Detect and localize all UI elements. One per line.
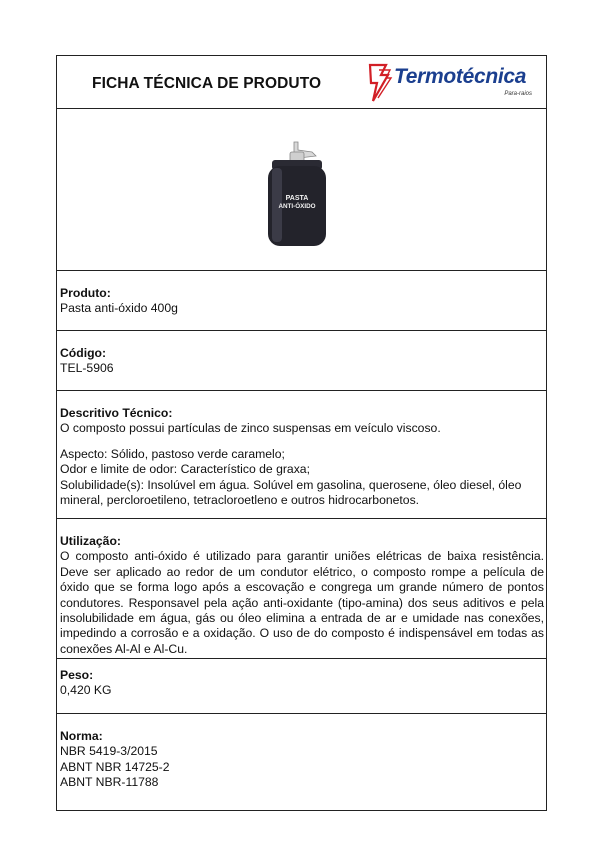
logo-wordmark: Termotécnica (394, 65, 527, 88)
section-descritivo (60, 406, 544, 508)
product-name: Pasta anti-óxido 400g (60, 301, 178, 316)
divider (56, 108, 547, 109)
section-heading: Norma: (60, 729, 103, 743)
bottle-label-line1: PASTA (285, 195, 309, 202)
divider (56, 390, 547, 391)
section-heading: Peso: (60, 668, 94, 682)
section-codigo (60, 346, 544, 377)
divider (56, 518, 547, 519)
norma-item: ABNT NBR-11788 (60, 775, 159, 790)
page-title: FICHA TÉCNICA DE PRODUTO (92, 75, 322, 92)
divider (56, 713, 547, 714)
bottle-label-line2: ANTI-ÓXIDO (278, 203, 316, 210)
descritivo-intro: O composto possui partículas de zinco suspensas em veículo viscoso. (60, 421, 441, 436)
weight-value: 0,420 KG (60, 683, 112, 698)
descritivo-odor: Odor e limite de odor: Característico de graxa; (60, 462, 310, 477)
descritivo-aspecto: Aspecto: Sólido, pastoso verde caramelo; (60, 446, 285, 461)
logo-tagline: Para-raios (504, 91, 532, 97)
section-heading: Código: (60, 346, 107, 360)
company-logo (366, 62, 538, 104)
section-heading: Utilização: (60, 534, 121, 548)
section-peso (60, 668, 544, 699)
utilizacao-text: O composto anti-óxido é utilizado para garantir uniões elétricas de baixa resistência. Deve ser aplicado ao redor de um condutor elétrico, o composto rompe a película de óxido que se forma logo após a escovação e congrega um grande número de pontos condutores. Responsavel pela ação anti-oxidante (tipo-amina) dos seus aditivos e pela insolubilidade em água, gás ou óleo elimina a entrada de ar e umidade nas conexões, impedindo a corrosão e a oxidação. O uso de do composto é indispensável em todas as conexões Al-Al e Al-Cu. (60, 549, 544, 656)
section-heading: Descritivo Técnico: (60, 406, 173, 420)
lightning-logo-icon (366, 62, 394, 104)
norma-item: ABNT NBR 14725-2 (60, 759, 170, 774)
product-code: TEL-5906 (60, 361, 114, 376)
section-heading: Produto: (60, 286, 111, 300)
divider (56, 658, 547, 659)
section-norma (60, 729, 544, 791)
divider (56, 330, 547, 331)
product-bottle-image (254, 138, 340, 250)
norma-item: NBR 5419-3/2015 (60, 744, 158, 759)
descritivo-solubilidade: Solubilidade(s): Insolúvel em água. Solúvel em gasolina, querosene, óleo diesel, óleo mineral, percloroetileno, tetracloroetleno e outros hidrocarbonetos. (60, 477, 522, 508)
divider (56, 270, 547, 271)
section-utilizacao (60, 534, 544, 657)
section-produto (60, 286, 544, 317)
